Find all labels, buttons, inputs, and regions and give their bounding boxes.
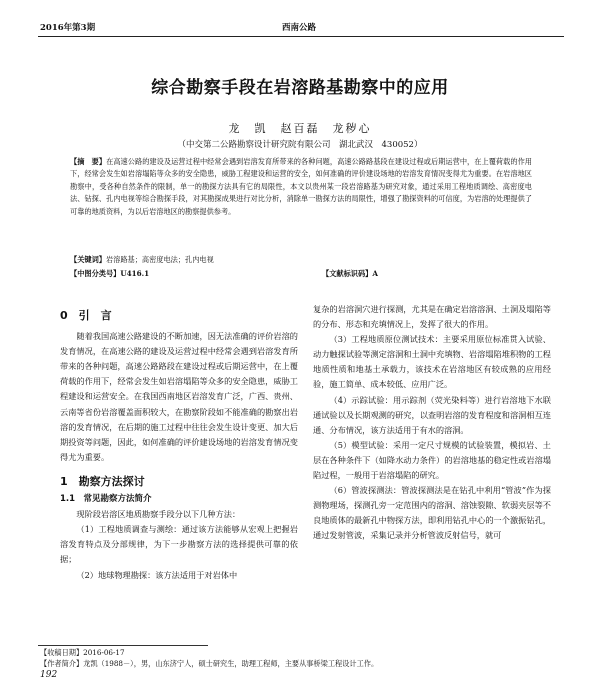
section-heading-introduction: 0 引 言: [60, 309, 112, 322]
paragraph: （5）模型试验：采用一定尺寸规模的试验装置，模拟岩、土层在各种条件下（如降水动力条件）的岩溶地基的稳定性或岩溶塌陷过程，一般用于岩溶塌陷的研究。: [313, 439, 551, 481]
left-column: [60, 308, 298, 583]
article-title: 综合勘察手段在岩溶路基勘察中的应用: [151, 78, 449, 98]
keywords-text: 岩溶路基；高密度电法；孔内电视: [105, 255, 214, 264]
keywords: [70, 255, 532, 265]
footnote-author-bio: 【作者简介】龙凯（1988－），男，山东济宁人，硕士研究生，助理工程师，主要从事桥梁工程设计工作。: [40, 659, 379, 668]
document-code: [322, 269, 378, 279]
classification-number: [70, 269, 149, 279]
paragraph: 现阶段岩溶区地质勘察手段分以下几种方法：: [76, 509, 241, 520]
paragraph-continued: 复杂的岩溶洞穴进行探测，尤其是在确定岩溶溶洞、土洞及塌陷等的分布、形态和充填情况上，发挥了很大的作用。: [313, 304, 551, 330]
abstract-label: 【摘 要】: [70, 157, 107, 166]
right-column: [313, 302, 551, 544]
footnote-received: 【收稿日期】2016-06-17: [40, 648, 125, 657]
abstract: [70, 156, 532, 218]
header-rule: [38, 36, 564, 37]
journal-name: 西南公路: [282, 23, 317, 33]
journal-issue: 2016年第3期: [40, 23, 96, 33]
doc-code-label: 【文献标识码】: [322, 269, 373, 278]
abstract-text: 在高速公路的建设及运营过程中经常会遇到岩溶发育所带来的各种问题，高速公路路基段在建设过程或后期运营中，在上覆荷载的作用下，经常会发生如岩溶塌陷等众多的安全隐患，威胁工程建设和运营的安全，如何准确的评价建设场地的岩溶发育情况变得尤为重要。在岩溶地区勘察中，受各种自然条件的限制，单一的勘探方法具有它的局限性，本文以贵州某一段岩溶路基为研究对象，通过采用工程地质调绘、高密度电法、钻探、孔内电视等综合勘探手段，对其勘探成果进行对比分析，消除单一勘探方法的局限性，增强了勘探资料的可信度，为岩溶的处理提供了可靠的地质资料，为以后岩溶地区的勘察提供参考。: [70, 157, 532, 216]
page-number: 192: [40, 670, 58, 680]
paragraph: （1）工程地质调查与测绘：通过该方法能够从宏观上把握岩溶发育特点及分部规律，为下一步勘察方法的选择提供可靠的依据；: [60, 524, 298, 565]
section-heading-methods: 1 勘察方法探讨: [60, 474, 145, 488]
paragraph: （3）工程地质原位测试技术：主要采用原位标准贯入试验、动力触探试验等测定溶洞和土洞中充填物、岩溶塌陷堆积物的工程地质性质和地基土承载力，该技术在岩溶地区有较成熟的应用经验，施工简单、成本较低、应用广泛。: [313, 334, 551, 390]
article-affiliation: （中交第二公路勘察设计研究院有限公司 湖北武汉 430052）: [177, 140, 423, 150]
paragraph: （2）地球物理勘探：该方法适用于对岩体中: [76, 569, 238, 580]
keywords-label: 【关键词】: [70, 255, 106, 264]
doc-code-value: A: [372, 269, 378, 278]
paragraph: （4）示踪试验：用示踪剂（荧光染料等）进行岩溶地下水联通试验以及长期观测的研究，以查明岩溶的发育程度和溶洞相互连通、分布情况，该方法适用于有水的溶洞。: [313, 394, 551, 435]
classification-value: U416.1: [120, 269, 150, 278]
article-authors: 龙 凯 赵百磊 龙秽心: [228, 122, 372, 135]
subsection-heading-methods: 1.1 常见勘察方法简介: [60, 494, 152, 505]
paragraph: （6）管波探测法：管波探测法是在钻孔中利用“管波”作为探测物理场，探测孔旁一定范围内的溶洞、溶蚀裂隙、软弱夹层等不良地质体的最新孔中物探方法，即利用钻孔中心的一个激振钻孔，通过发射管波，采集记录并分析管波反射信号，就可: [313, 485, 551, 541]
paragraph-introduction: 随着我国高速公路建设的不断加速，因无法准确的评价岩溶的发育情况，在高速公路的建设及运营过程中经常会遇到岩溶发育所带来的各种问题，高速公路路段在建设过程或后期运营中，在上覆荷载的作用下，经常会发生如岩溶塌陷等众多的安全隐患，威胁工程建设和运营安全。在我国西南地区岩溶发育广泛，广西、贵州、云南等省份岩溶覆盖面积较大，在勘察阶段如不能准确的勘察出岩溶的发育情况，在后期的施工过程中往往会发生设计变更、加大后期投资等问题，因此，如何准确的评价建设场地的岩溶发育情况变得尤为重要。: [60, 331, 298, 462]
classification-label: 【中图分类号】: [70, 269, 121, 278]
footnote-rule: [38, 645, 208, 646]
